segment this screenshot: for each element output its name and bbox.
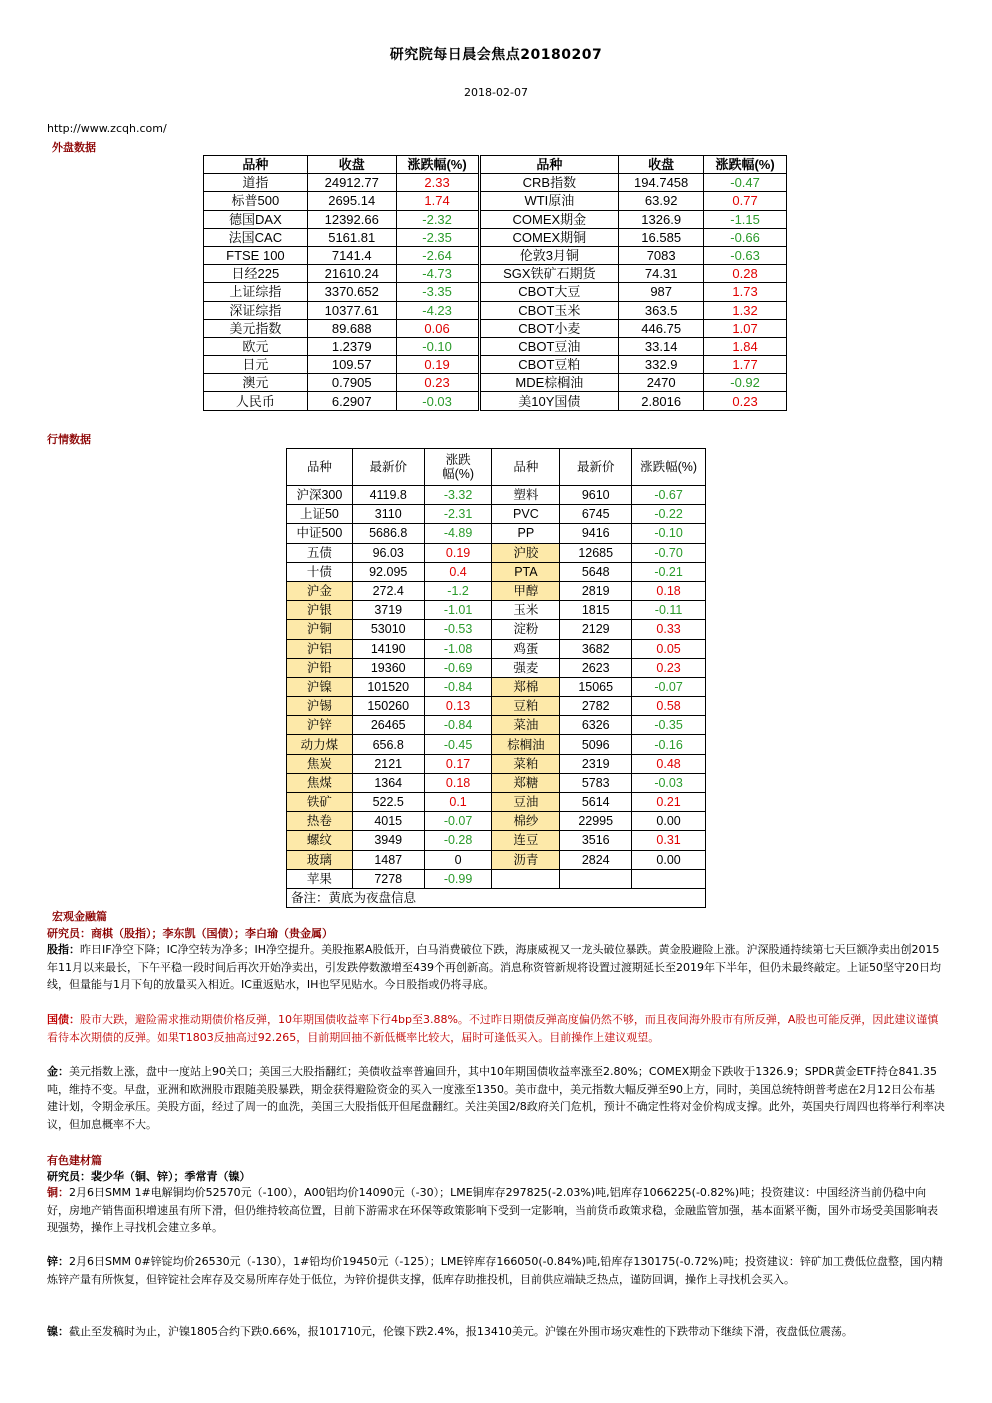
table-row	[204, 174, 787, 192]
table-cell: 16.585	[619, 228, 704, 246]
table-row	[204, 301, 787, 319]
table-cell: 德国DAX	[204, 210, 308, 228]
table-cell: -1.15	[704, 210, 787, 228]
table-cell: COMEX期铜	[479, 228, 619, 246]
table-cell: 21610.24	[307, 265, 396, 283]
table-row	[204, 374, 787, 392]
table-cell: 伦敦3月铜	[479, 246, 619, 264]
table-cell: 1815	[560, 601, 632, 620]
table-cell: 2.8016	[619, 392, 704, 410]
table-cell: -0.07	[424, 812, 492, 831]
paragraph-text: 股市大跌，避险需求推动期债价格反弹，10年期国债收益率下行4bp至3.88%。不过昨日期债反弹高度偏仍然不够，而且夜间海外股市有所反弹，A股也可能反弹，因此建议谨慎看待本次期债的反弹。如果T1803反抽高过92.265，目前期回抽不新低概率比较大，届时可逢低买入。目前操作上建议观望。	[47, 1013, 939, 1044]
table-cell: 1.77	[704, 356, 787, 374]
table-cell: 2129	[560, 620, 632, 639]
table-row	[287, 562, 706, 581]
table-row	[287, 524, 706, 543]
table-cell: 螺纹	[287, 831, 353, 850]
header-line: 涨跌	[445, 453, 471, 467]
table-cell: 郑糖	[492, 773, 560, 792]
table-cell: 0.00	[632, 850, 706, 869]
paragraph-label: 国债：	[47, 1013, 80, 1026]
table-cell: -0.67	[632, 486, 706, 505]
table-cell: 2121	[352, 754, 424, 773]
macro-section-title: 宏观金融篇	[52, 910, 107, 923]
domestic-market-table	[286, 448, 706, 908]
table-cell: 上证综指	[204, 283, 308, 301]
table-cell: 0.00	[632, 812, 706, 831]
metals-section-title: 有色建材篇	[47, 1154, 102, 1167]
table-cell: 标普500	[204, 192, 308, 210]
table-cell: 2824	[560, 850, 632, 869]
table-cell: 26465	[352, 716, 424, 735]
table-cell: 1.74	[396, 192, 479, 210]
table-cell: 1487	[352, 850, 424, 869]
table-cell: -4.73	[396, 265, 479, 283]
paragraph-label: 金：	[47, 1065, 69, 1078]
table-cell: 15065	[560, 677, 632, 696]
table-cell: CBOT豆粕	[479, 356, 619, 374]
table-cell: 1.84	[704, 337, 787, 355]
table-cell: 101520	[352, 677, 424, 696]
section-title-external: 外盘数据	[52, 141, 96, 154]
table-cell: 5614	[560, 793, 632, 812]
table-cell: 0.7905	[307, 374, 396, 392]
table-row	[287, 639, 706, 658]
table-cell: 沪锌	[287, 716, 353, 735]
macro-researchers: 研究员：商棋（股指）；李东凯（国债）；李白瑜（贵金属）	[47, 927, 333, 940]
table-header-row	[204, 156, 787, 174]
table-cell: -0.70	[632, 543, 706, 562]
table-row	[287, 773, 706, 792]
paragraph-text: 美元指数上涨，盘中一度站上90关口；美国三大股指翻红；美债收益率普遍回升，其中10年期国债收益率涨至2.80%；COMEX期金下跌收于1326.9；SPDR黄金ETF持仓841.35吨，维持不变。早盘，亚洲和欧洲股市跟随美股暴跌，期金获得避险资金的买入一度涨至1350。美市盘中，美元指数大幅反弹至90上方，同时，美国总统特朗普考虑在2月12日公布基建计划，令期金承压。美股方面，经过了周一的血洗，美国三大股指低开但尾盘翻红。关注美国2/8政府关门危机，预计不确定性将对金价构成支撑。此外，英国央行周四也将举行利率决议，但加息概率不大。	[47, 1065, 945, 1131]
table-cell: -0.84	[424, 677, 492, 696]
column-header: 最新价	[352, 449, 424, 486]
table-cell: 淀粉	[492, 620, 560, 639]
table-row	[204, 392, 787, 410]
table-cell: 鸡蛋	[492, 639, 560, 658]
table-cell: 1.07	[704, 319, 787, 337]
paragraph-label: 铜：	[47, 1186, 69, 1199]
table-cell: 热卷	[287, 812, 353, 831]
table-cell: 332.9	[619, 356, 704, 374]
table-cell: 沪镍	[287, 677, 353, 696]
table-cell: 1.2379	[307, 337, 396, 355]
table-cell: 5686.8	[352, 524, 424, 543]
table-cell: CRB指数	[479, 174, 619, 192]
table-cell: 人民币	[204, 392, 308, 410]
table-cell: 澳元	[204, 374, 308, 392]
table-row	[287, 505, 706, 524]
table-cell: 沥青	[492, 850, 560, 869]
table-cell: 道指	[204, 174, 308, 192]
table-cell: PP	[492, 524, 560, 543]
table-cell: 菜粕	[492, 754, 560, 773]
table-cell: 987	[619, 283, 704, 301]
table-cell: 法国CAC	[204, 228, 308, 246]
table-cell: 深证综指	[204, 301, 308, 319]
table-cell: 89.688	[307, 319, 396, 337]
table-row	[204, 319, 787, 337]
table-cell: 6745	[560, 505, 632, 524]
table-cell: 5648	[560, 562, 632, 581]
table-cell: -2.35	[396, 228, 479, 246]
column-header: 品种	[204, 156, 308, 174]
metals-researchers: 研究员：裴少华（铜、锌）；季常青（镍）	[47, 1170, 251, 1183]
table-cell: 656.8	[352, 735, 424, 754]
table-row	[287, 831, 706, 850]
table-cell: 5783	[560, 773, 632, 792]
table-cell: 0.33	[632, 620, 706, 639]
table-cell: 2623	[560, 658, 632, 677]
table-cell: 12392.66	[307, 210, 396, 228]
column-header: 涨跌幅(%)	[704, 156, 787, 174]
table-cell: 十债	[287, 562, 353, 581]
table-cell: 53010	[352, 620, 424, 639]
table-cell: PVC	[492, 505, 560, 524]
nickel-paragraph	[47, 1323, 945, 1341]
table-cell: -0.69	[424, 658, 492, 677]
table-cell: 4119.8	[352, 486, 424, 505]
paragraph-text: 昨日IF净空下降；IC净空转为净多；IH净空提升。美股拖累A股低开，白马消费破位下跌，海康威视又一龙头破位暴跌。黄金股避险上涨。沪深股通持续第七天巨额净卖出创2015年11月以来最长，下午平稳一段时间后再次开始净卖出，引发跌停数激增至439个再创新高。消息称资管新规将设置过渡期延长至2019年下半年，但仍未最终敲定。上证50坚守20日均线，但量能与1月下旬的放量买入相近。IC重返贴水，IH也罕见贴水。今日股指或仍将寻底。	[47, 943, 941, 991]
table-cell: 74.31	[619, 265, 704, 283]
table-cell: 沪胶	[492, 543, 560, 562]
table-cell: 上证50	[287, 505, 353, 524]
table-cell: 强麦	[492, 658, 560, 677]
table-cell: 109.57	[307, 356, 396, 374]
table-cell: 0.19	[396, 356, 479, 374]
column-header: 最新价	[560, 449, 632, 486]
table-row	[204, 210, 787, 228]
bond-paragraph	[47, 1011, 945, 1046]
table-cell: 铁矿	[287, 793, 353, 812]
table-cell: 22995	[560, 812, 632, 831]
table-cell: -0.92	[704, 374, 787, 392]
table-row	[204, 356, 787, 374]
section-title-market: 行情数据	[47, 433, 91, 446]
table-row	[287, 677, 706, 696]
table-cell: 7083	[619, 246, 704, 264]
table-cell: 0.19	[424, 543, 492, 562]
table-cell: -2.32	[396, 210, 479, 228]
table-cell: -0.99	[424, 869, 492, 888]
table-row	[204, 246, 787, 264]
table-row	[287, 697, 706, 716]
table-cell: 6.2907	[307, 392, 396, 410]
zinc-paragraph	[47, 1253, 945, 1288]
table-cell: 2.33	[396, 174, 479, 192]
table-row	[287, 620, 706, 639]
table-cell: CBOT大豆	[479, 283, 619, 301]
table-cell: -0.11	[632, 601, 706, 620]
table-cell: 美元指数	[204, 319, 308, 337]
table-cell: PTA	[492, 562, 560, 581]
table-cell: 0.28	[704, 265, 787, 283]
table-cell: 沪深300	[287, 486, 353, 505]
table-cell: -0.63	[704, 246, 787, 264]
table-cell: 0.13	[424, 697, 492, 716]
table-cell: 棕榈油	[492, 735, 560, 754]
table-cell: 194.7458	[619, 174, 704, 192]
table-row	[287, 735, 706, 754]
gold-paragraph	[47, 1063, 945, 1133]
table-cell: 日元	[204, 356, 308, 374]
table-cell: -0.53	[424, 620, 492, 639]
table-cell: 沪铜	[287, 620, 353, 639]
table-row	[204, 283, 787, 301]
table-cell: 0.23	[704, 392, 787, 410]
table-cell: 2470	[619, 374, 704, 392]
table-cell: 1.32	[704, 301, 787, 319]
table-cell: 5161.81	[307, 228, 396, 246]
table-cell: 0.58	[632, 697, 706, 716]
table-cell: -2.64	[396, 246, 479, 264]
table-cell: SGX铁矿石期货	[479, 265, 619, 283]
copper-paragraph	[47, 1184, 945, 1237]
table-cell: -0.03	[396, 392, 479, 410]
table-cell: 0.17	[424, 754, 492, 773]
table-cell: 12685	[560, 543, 632, 562]
table-cell: 0.05	[632, 639, 706, 658]
table-cell: 菜油	[492, 716, 560, 735]
table-cell: 446.75	[619, 319, 704, 337]
table-cell: -0.28	[424, 831, 492, 850]
table-cell: 豆油	[492, 793, 560, 812]
table-cell: 63.92	[619, 192, 704, 210]
table-cell: 沪锡	[287, 697, 353, 716]
paragraph-label: 股指：	[47, 943, 80, 956]
column-header: 品种	[492, 449, 560, 486]
table-cell: 玉米	[492, 601, 560, 620]
table-cell: 2695.14	[307, 192, 396, 210]
table-cell: 7141.4	[307, 246, 396, 264]
external-market-table	[203, 155, 787, 411]
table-row	[204, 228, 787, 246]
table-cell: 96.03	[352, 543, 424, 562]
table-cell: 7278	[352, 869, 424, 888]
table-cell: -0.21	[632, 562, 706, 581]
table-cell: -0.07	[632, 677, 706, 696]
table-cell: 2782	[560, 697, 632, 716]
table-cell	[632, 869, 706, 888]
paragraph-label: 镍：	[47, 1325, 69, 1338]
table-cell: 五债	[287, 543, 353, 562]
table-row	[287, 658, 706, 677]
column-header: 涨跌幅(%)	[396, 156, 479, 174]
table-cell: 1.73	[704, 283, 787, 301]
table-cell: -3.35	[396, 283, 479, 301]
table-cell: 4015	[352, 812, 424, 831]
table-cell: 豆粕	[492, 697, 560, 716]
column-header: 收盘	[619, 156, 704, 174]
table-cell: 9416	[560, 524, 632, 543]
table-cell: -0.22	[632, 505, 706, 524]
table-cell: 0.18	[632, 581, 706, 600]
table-cell: 沪铅	[287, 658, 353, 677]
table-cell: 10377.61	[307, 301, 396, 319]
table-cell: 5096	[560, 735, 632, 754]
header-line: 幅(%)	[442, 467, 475, 481]
table-cell: WTI原油	[479, 192, 619, 210]
table-row	[287, 793, 706, 812]
table-cell: -1.2	[424, 581, 492, 600]
table-cell: 3949	[352, 831, 424, 850]
table-cell: -0.10	[632, 524, 706, 543]
table-cell: 0.48	[632, 754, 706, 773]
table-row	[287, 850, 706, 869]
column-header: 品种	[479, 156, 619, 174]
table-cell: COMEX期金	[479, 210, 619, 228]
table-cell: 沪银	[287, 601, 353, 620]
website-link[interactable]: http://www.zcqh.com/	[47, 122, 167, 135]
table-cell: -0.10	[396, 337, 479, 355]
table-cell: 0.4	[424, 562, 492, 581]
table-cell: 塑料	[492, 486, 560, 505]
table-cell: 24912.77	[307, 174, 396, 192]
table-cell: -0.16	[632, 735, 706, 754]
table-cell: 9610	[560, 486, 632, 505]
table-cell: -0.66	[704, 228, 787, 246]
table-cell: -1.01	[424, 601, 492, 620]
table-cell: 6326	[560, 716, 632, 735]
table-cell: 焦煤	[287, 773, 353, 792]
table-row	[287, 869, 706, 888]
table-cell	[492, 869, 560, 888]
paragraph-label: 锌：	[47, 1255, 69, 1268]
column-header: 涨跌幅(%)	[632, 449, 706, 486]
table-cell: 沪金	[287, 581, 353, 600]
table-cell: 1326.9	[619, 210, 704, 228]
table-cell: -0.45	[424, 735, 492, 754]
table-cell: -3.32	[424, 486, 492, 505]
table-cell: 19360	[352, 658, 424, 677]
table-header-row	[287, 449, 706, 486]
table-cell: 动力煤	[287, 735, 353, 754]
table-cell: 3682	[560, 639, 632, 658]
table-cell	[560, 869, 632, 888]
table-cell: 日经225	[204, 265, 308, 283]
report-date: 2018-02-07	[464, 86, 528, 99]
table-row	[204, 192, 787, 210]
table-cell: CBOT玉米	[479, 301, 619, 319]
table-row	[287, 716, 706, 735]
table-cell: 3370.652	[307, 283, 396, 301]
table-cell: MDE棕榈油	[479, 374, 619, 392]
table-row	[287, 581, 706, 600]
table-cell: 0.23	[396, 374, 479, 392]
paragraph-text: 2月6日SMM 0#锌锭均价26530元（-130），1#铅均价19450元（-125）；LME锌库存166050(-0.84%)吨,铅库存130175(-0.72%)吨；投资建议：锌矿加工费低位盘整，国内精炼锌产量有所恢复，但锌锭社会库存及交易所库存处于低位，为锌价提供支撑，低库存助推投机，目前供应端缺乏热点，谨防回调，操作上寻找机会买入。	[47, 1255, 943, 1286]
table-cell: 0.31	[632, 831, 706, 850]
table-cell: 2319	[560, 754, 632, 773]
table-cell: -1.08	[424, 639, 492, 658]
table-cell: -0.84	[424, 716, 492, 735]
table-cell: -4.89	[424, 524, 492, 543]
table-cell: 3110	[352, 505, 424, 524]
table-cell: 玻璃	[287, 850, 353, 869]
table-cell: CBOT小麦	[479, 319, 619, 337]
table-cell: CBOT豆油	[479, 337, 619, 355]
stock-index-paragraph	[47, 941, 945, 994]
table-cell: -0.03	[632, 773, 706, 792]
table-row	[287, 812, 706, 831]
table-cell: 3719	[352, 601, 424, 620]
table-cell: 0.06	[396, 319, 479, 337]
table-row	[287, 486, 706, 505]
table-cell: 0.21	[632, 793, 706, 812]
table-cell: 92.095	[352, 562, 424, 581]
page-title: 研究院每日晨会焦点20180207	[389, 47, 603, 63]
paragraph-text: 截止至发稿时为止，沪镍1805合约下跌0.66%，报101710元，伦镍下跌2.4%，报13410美元。沪镍在外围市场灾难性的下跌带动下继续下滑，夜盘低位震荡。	[69, 1325, 853, 1338]
table-row	[204, 337, 787, 355]
table-row	[204, 265, 787, 283]
table-row	[287, 754, 706, 773]
table-row	[287, 601, 706, 620]
table-cell: 焦炭	[287, 754, 353, 773]
table-cell: 272.4	[352, 581, 424, 600]
table-cell: 苹果	[287, 869, 353, 888]
table-cell: -0.35	[632, 716, 706, 735]
table-cell: 522.5	[352, 793, 424, 812]
table-cell: 连豆	[492, 831, 560, 850]
column-header: 品种	[287, 449, 353, 486]
table-cell: 0.1	[424, 793, 492, 812]
table-cell: -4.23	[396, 301, 479, 319]
table-cell: 3516	[560, 831, 632, 850]
table-cell: 棉纱	[492, 812, 560, 831]
table-cell: 2819	[560, 581, 632, 600]
table-cell: 1364	[352, 773, 424, 792]
table-cell: -0.47	[704, 174, 787, 192]
table-cell: 0.18	[424, 773, 492, 792]
table-cell: 沪铝	[287, 639, 353, 658]
table-cell: 0	[424, 850, 492, 869]
table-cell: 中证500	[287, 524, 353, 543]
table-cell: 150260	[352, 697, 424, 716]
table-note: 备注：黄底为夜盘信息	[287, 888, 706, 907]
table-cell: 0.23	[632, 658, 706, 677]
table-cell: 33.14	[619, 337, 704, 355]
table-cell: -2.31	[424, 505, 492, 524]
table-cell: 0.77	[704, 192, 787, 210]
table-cell: 美10Y国债	[479, 392, 619, 410]
table-cell: 欧元	[204, 337, 308, 355]
table-cell: 363.5	[619, 301, 704, 319]
paragraph-text: 2月6日SMM 1#电解铜均价52570元（-100），A00铝均价14090元（-30）；LME铜库存297825(-2.03%)吨,铝库存1066225(-0.82%)吨；投资建议：中国经济当前仍稳中向好，房地产销售面积增速虽有所下滑，但仍维持较高位置，目前下游需求在环保等政策影响下受到一定影响，当前货币政策求稳，金融监管加强，基本面紧平衡，国外市场受美国影响表现强势，操作上寻找机会建立多单。	[47, 1186, 938, 1234]
table-row	[287, 543, 706, 562]
table-cell: FTSE 100	[204, 246, 308, 264]
table-cell: 甲醇	[492, 581, 560, 600]
table-cell: 郑棉	[492, 677, 560, 696]
column-header	[424, 449, 492, 486]
table-note-row	[287, 888, 706, 907]
table-cell: 14190	[352, 639, 424, 658]
column-header: 收盘	[307, 156, 396, 174]
